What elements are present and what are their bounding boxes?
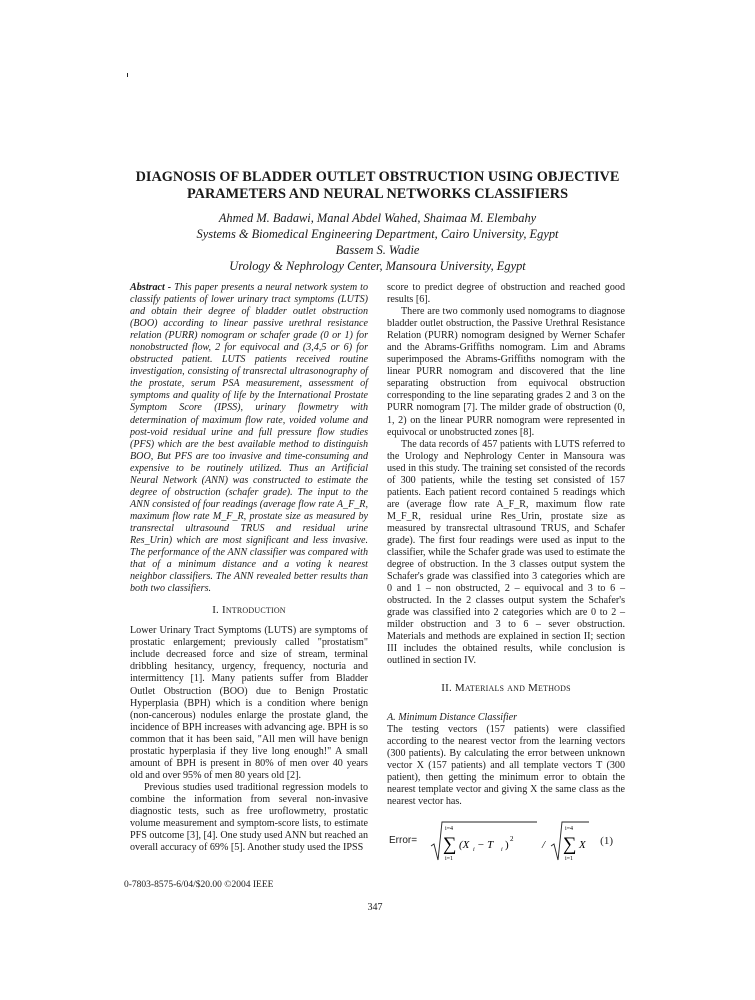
sum-upper-1: i=4 bbox=[445, 825, 454, 832]
equation-formula bbox=[429, 820, 589, 864]
left-column bbox=[130, 282, 368, 854]
title-line-2: PARAMETERS AND NEURAL NETWORKS CLASSIFIERS bbox=[186, 186, 569, 202]
sum-lower-1: i=1 bbox=[445, 855, 454, 862]
page-number: 347 bbox=[367, 902, 383, 913]
section-heading-introduction: I. Introduction bbox=[212, 604, 286, 617]
close-paren: ) bbox=[505, 838, 509, 851]
minus-t: − T bbox=[477, 838, 494, 851]
right-paragraph-0: score to predict degree of obstruction and reached good results [6]. bbox=[387, 282, 625, 306]
intro-paragraph-2: Previous studies used traditional regression models to combine the information from several non-invasive diagnostic tests, such as free uroflowmetry, prostatic volume measurement and symptom-score lists, to estimate PFS outcome [3], [4]. One study used ANN but reached an overall accuracy of 69% [5]. Another study used the IPSS bbox=[130, 781, 368, 854]
abstract-text: This paper presents a neural network system to classify patients of lower urinary tract symptoms (LUTS) and obtain their degree of bladder outlet obstruction (BOO) according to linear passive urethral resistance relation (PURR) nomogram or schafer grade (0 or 1) for nonobstructed flow, 2 for equivocal and (3,4,5 or 6) for obstructed patient. LUTS patients received routine investigation, consisting of transrectal ultrasonography of the prostate, serum PSA measurement, assessment of symptoms and quality of life by the International Prostate Symptom Score (IPSS), urinary flowmetry with determination of maximum flow rate, voided volume and post-void residual urine and full pressure flow studies (PFS) which are the best available method to distinguish BOO, But PFS are too invasive and time-consuming and expensive to be routinely utilized. Thus an Artificial Neural Network (ANN) was constructed to estimate the degree of obstruction (schafer grade). The input to the ANN consisted of four readings (average flow rate A_F_R, maximum flow rate M_F_R, prostate size as measured by transrectal ultrasound TRUS and residual urine Res_Urin) which are most significant and less invasive. The performance of the ANN classifier was compared with that of a minimum distance and a voting k nearest neighbor classifiers. The ANN revealed better results than both two classifiers. bbox=[130, 282, 369, 595]
numerator-x: (X bbox=[459, 838, 470, 851]
intro-paragraph-1: Lower Urinary Tract Symptoms (LUTS) are symptoms of prostatic enlargement; previously called "prostatism" include decreased force and size of stream, terminal dribbling hesitancy, urgency, frequency, nocturia and intermittency [1]. Many patients suffer from Bladder Outlet Obstruction (BOO) due to Benign Prostatic Hyperplasia (BPH) which is a condition where benign (non-cancerous) nodules enlarge the prostate gland, the incidence of BPH increases with advancing age. BPH is so common that it has been said, "All men will have benign prostatic hyperplasia if they live long enough!" A small amount of BPH is present in 80% of men over 40 years old and over 95% of men 80 years old [2]. bbox=[130, 625, 368, 781]
subsection-heading-a: A. Minimum Distance Classifier bbox=[387, 711, 518, 723]
square-1: 2 bbox=[510, 834, 514, 843]
denominator-x: X bbox=[579, 838, 586, 851]
sub-i-2: i bbox=[501, 846, 503, 853]
sub-i-1: i bbox=[473, 846, 475, 853]
abstract bbox=[130, 282, 368, 595]
sigma-1: ∑ bbox=[443, 833, 457, 855]
title-line-1: DIAGNOSIS OF BLADDER OUTLET OBSTRUCTION USING OBJECTIVE bbox=[135, 169, 620, 185]
equation-1 bbox=[387, 820, 625, 864]
sum-lower-2: i=1 bbox=[565, 855, 574, 862]
copyright-footer: 0-7803-8575-6/04/$20.00 ©2004 IEEE bbox=[124, 880, 274, 890]
paper-title bbox=[100, 169, 655, 203]
abstract-label: Abstract - bbox=[130, 282, 172, 293]
equation-number: (1) bbox=[600, 834, 613, 847]
section-heading-methods: II. Materials and Methods bbox=[441, 681, 571, 694]
right-paragraph-2: The data records of 457 patients with LUTS referred to the Urology and Nephrology Center in Mansoura was used in this study. The training set consisted of the records of 300 patients, while the testing set consisted of 157 patients. Each patient record contained 5 readings which are (average flow rate A_F_R, maximum flow rate M_F_R, residual urine Res_Urin, prostate size as measured by transrectal ultrasound TRUS, and Schafer grade). The first four readings were used as input to the classifier, while the Schafer grade was used to estimate the degree of obstruction. In the 3 classes output system the Schafer's grade was classified into 3 categories which are 0 and 1 – non obstructed, 2 – equivocal and 3 to 6 – obstructed. In the 2 classes output system the Schafer's grade was classified into 2 categories which are 0 to 2 – milder obstruction and 3 to 6 – sever obstruction. Materials and methods are explained in section II; section III includes the obtained results, while conclusion is outlined in section IV. bbox=[387, 438, 625, 667]
sum-upper-2: i=4 bbox=[565, 825, 574, 832]
authors-line-2: Bassem S. Wadie bbox=[335, 243, 420, 257]
right-column bbox=[387, 282, 625, 864]
affiliation-2: Urology & Nephrology Center, Mansoura University, Egypt bbox=[229, 259, 526, 273]
authors-line-1: Ahmed M. Badawi, Manal Abdel Wahed, Shaimaa M. Elembahy bbox=[218, 211, 537, 225]
author-block bbox=[100, 210, 655, 274]
division-slash: / bbox=[542, 838, 546, 851]
sigma-2: ∑ bbox=[563, 833, 577, 855]
scan-mark bbox=[127, 73, 128, 77]
affiliation-1: Systems & Biomedical Engineering Department, Cairo University, Egypt bbox=[196, 227, 559, 241]
equation-label: Error= bbox=[389, 834, 418, 846]
right-paragraph-1: There are two commonly used nomograms to diagnose bladder outlet obstruction, the Passive Urethral Resistance Relation (PURR) nomogram designed by Werner Schafer and the Abrams-Griffiths nomogram. Lim and Abrams superimposed the Abrams-Griffiths nomogram with the linear PURR nomogram and discovered that the line separating obstruction from equivocal obstruction corresponding to the line separating grades 2 and 3 on the PURR nomogram [7]. The milder grade of obstruction (0, 1, 2) on the linear PURR nomogram were represented in equivocal or unobstructed zones [8]. bbox=[387, 306, 625, 438]
methods-paragraph-1: The testing vectors (157 patients) were classified according to the nearest vector from the learning vectors (300 patients). By calculating the error between unknown vector X (157 patients) and all template vectors T (300 patient), then getting the minimum error to obtain the nearest template vector and giving X the same class as the nearest vector has. bbox=[387, 723, 625, 807]
